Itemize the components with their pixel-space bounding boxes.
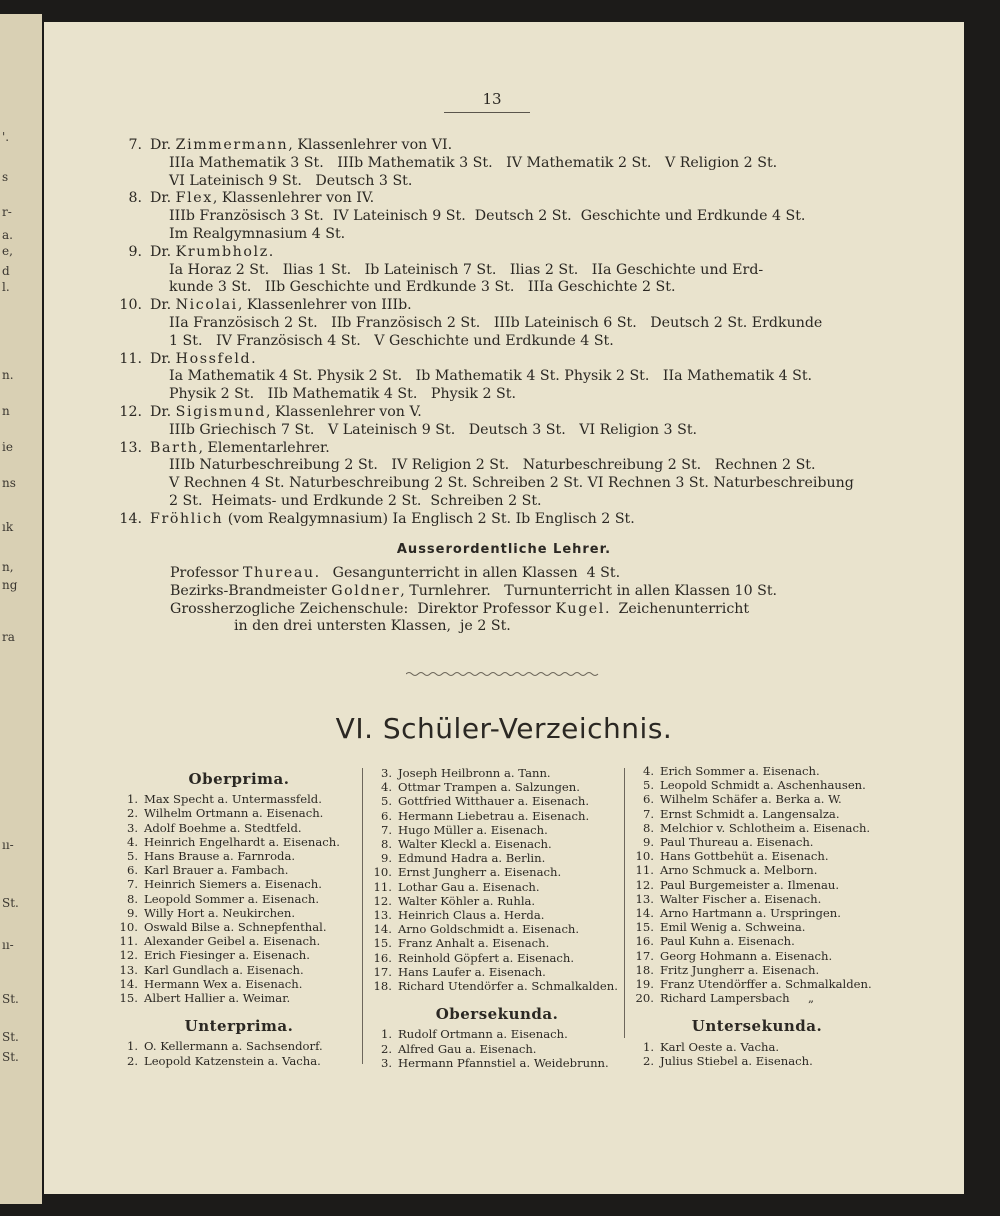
teacher-name: Flex bbox=[175, 190, 213, 207]
teacher-heading bbox=[102, 297, 882, 315]
student-name: Erich Fiesinger a. Eisenach. bbox=[144, 948, 310, 963]
student-name: Ernst Schmidt a. Langensalza. bbox=[660, 806, 840, 821]
teacher-heading bbox=[102, 440, 882, 458]
student-number: 10. bbox=[635, 849, 654, 864]
student-row bbox=[116, 1054, 362, 1068]
facing-page-fragment: ıı- bbox=[2, 938, 14, 952]
student-row bbox=[370, 823, 624, 837]
student-row bbox=[116, 849, 362, 863]
student-number: 12. bbox=[373, 893, 392, 908]
extra-teacher-line bbox=[170, 565, 777, 583]
facing-page-fragment: n bbox=[2, 404, 10, 418]
student-name: Heinrich Claus a. Herda. bbox=[398, 908, 545, 923]
student-name: Melchior v. Schlotheim a. Eisenach. bbox=[660, 820, 871, 835]
teacher-role: (vom Realgymnasium) Ia Englisch 2 St. Ib Englisch 2 St. bbox=[223, 510, 635, 527]
student-name: Paul Burgemeister a. Ilmenau. bbox=[660, 877, 840, 892]
teacher-title: Dr. bbox=[150, 297, 176, 314]
page-number-rule bbox=[444, 112, 530, 113]
teacher-list bbox=[102, 137, 882, 529]
student-name: Hugo Müller a. Eisenach. bbox=[398, 822, 548, 837]
student-row bbox=[116, 863, 362, 877]
student-name: Hans Laufer a. Eisenach. bbox=[398, 964, 546, 979]
student-row bbox=[370, 1027, 624, 1041]
student-name: Arno Goldschmidt a. Eisenach. bbox=[398, 922, 580, 937]
teacher-entry bbox=[102, 137, 882, 190]
teacher-title: Dr. bbox=[150, 350, 176, 367]
teacher-name-line bbox=[142, 511, 635, 529]
student-name: Leopold Schmidt a. Aschenhausen. bbox=[660, 778, 866, 793]
facing-page-fragment: ra bbox=[2, 630, 15, 644]
student-name: Gottfried Witthauer a. Eisenach. bbox=[398, 794, 590, 809]
student-name: Arno Hartmann a. Urspringen. bbox=[660, 906, 841, 921]
student-row bbox=[632, 906, 882, 920]
student-name: Edmund Hadra a. Berlin. bbox=[398, 851, 546, 866]
teacher-title: Dr. bbox=[150, 243, 176, 260]
student-row bbox=[632, 1040, 882, 1054]
student-row bbox=[116, 835, 362, 849]
student-number: 7. bbox=[380, 822, 392, 837]
student-row bbox=[370, 794, 624, 808]
student-row bbox=[370, 780, 624, 794]
student-number: 14. bbox=[373, 922, 392, 937]
teacher-entry bbox=[102, 404, 882, 440]
student-name: Ernst Jungherr a. Eisenach. bbox=[398, 865, 562, 880]
student-number: 13. bbox=[119, 962, 138, 977]
student-number: 4. bbox=[380, 780, 392, 795]
teacher-name: Hossfeld bbox=[175, 350, 252, 367]
facing-page-fragment: St. bbox=[2, 896, 19, 910]
teacher-entry bbox=[102, 190, 882, 243]
student-number: 11. bbox=[119, 934, 138, 949]
student-number: 6. bbox=[642, 792, 654, 807]
extra-text: Professor bbox=[170, 565, 243, 581]
teacher-title: Dr. bbox=[150, 403, 176, 420]
facing-page-fragment: ns bbox=[2, 476, 16, 490]
student-number: 8. bbox=[642, 820, 654, 835]
student-name: Emil Wenig a. Schweina. bbox=[660, 920, 806, 935]
student-name: Franz Anhalt a. Eisenach. bbox=[398, 936, 550, 951]
student-name: Wilhelm Schäfer a. Berka a. W. bbox=[660, 792, 842, 807]
teacher-entry bbox=[102, 297, 882, 350]
student-name: Hermann Pfannstiel a. Weidebrunn. bbox=[398, 1055, 609, 1070]
teacher-number: 7. bbox=[128, 137, 142, 153]
teacher-role: , Klassenlehrer von IIIb. bbox=[237, 297, 412, 314]
extra-teacher-name: Kugel bbox=[555, 600, 605, 617]
teacher-heading bbox=[102, 511, 882, 529]
student-row bbox=[632, 792, 882, 806]
student-number: 15. bbox=[373, 936, 392, 951]
extra-text: . Gesangunterricht in allen Klassen 4 St. bbox=[314, 565, 621, 581]
teacher-name-line bbox=[142, 137, 452, 155]
student-number: 6. bbox=[380, 808, 392, 823]
student-name: Karl Gundlach a. Eisenach. bbox=[144, 962, 304, 977]
facing-page-fragment: St. bbox=[2, 1050, 19, 1064]
student-name: Rudolf Ortmann a. Eisenach. bbox=[398, 1027, 568, 1042]
teacher-subjects: Ia Mathematik 4 St. Physik 2 St. Ib Mathematik 4 St. Physik 2 St. IIa Mathematik 4 St. bbox=[169, 368, 813, 385]
student-row bbox=[370, 908, 624, 922]
student-row bbox=[116, 906, 362, 920]
student-row bbox=[370, 979, 624, 993]
class-heading: Obersekunda. bbox=[435, 1005, 559, 1024]
student-column-2 bbox=[370, 766, 624, 1070]
student-row bbox=[632, 1054, 882, 1068]
teacher-title: Dr. bbox=[150, 190, 176, 207]
student-row bbox=[370, 936, 624, 950]
student-number: 7. bbox=[126, 877, 138, 892]
student-number: 6. bbox=[126, 863, 138, 878]
facing-page-fragment: ık bbox=[2, 520, 14, 534]
teacher-name-line bbox=[142, 440, 330, 458]
student-row bbox=[370, 965, 624, 979]
student-number: 11. bbox=[373, 879, 392, 894]
student-name: Walter Fischer a. Eisenach. bbox=[660, 891, 822, 906]
student-row bbox=[632, 920, 882, 934]
student-column-3 bbox=[632, 764, 882, 1068]
teacher-number: 11. bbox=[119, 350, 142, 367]
student-row bbox=[116, 821, 362, 835]
teacher-heading bbox=[102, 190, 882, 208]
student-row bbox=[632, 991, 882, 1005]
teacher-name-line bbox=[142, 190, 374, 208]
student-name: Alfred Gau a. Eisenach. bbox=[398, 1041, 537, 1056]
facing-page-fragment: '. bbox=[2, 130, 10, 144]
student-number: 13. bbox=[635, 891, 654, 906]
student-name: Lothar Gau a. Eisenach. bbox=[398, 879, 540, 894]
student-name: Erich Sommer a. Eisenach. bbox=[660, 764, 820, 778]
teacher-entry bbox=[102, 351, 882, 404]
document-page bbox=[44, 22, 964, 1194]
extra-teachers-heading: Ausserordentliche Lehrer. bbox=[396, 542, 612, 557]
student-row bbox=[632, 863, 882, 877]
student-number: 16. bbox=[635, 934, 654, 949]
extra-teacher-name: Thureau bbox=[242, 565, 315, 581]
column-divider bbox=[624, 768, 625, 1038]
page-number: 13 bbox=[482, 90, 502, 108]
student-row bbox=[370, 894, 624, 908]
student-number: 5. bbox=[380, 794, 392, 809]
student-name: Oswald Bilse a. Schnepfenthal. bbox=[144, 920, 327, 935]
teacher-number: 10. bbox=[119, 297, 142, 314]
teacher-name: Fröhlich bbox=[150, 510, 224, 527]
student-name: Hermann Liebetrau a. Eisenach. bbox=[398, 808, 590, 823]
section-title: VI. Schüler-Verzeichnis. bbox=[335, 712, 673, 745]
student-number: 5. bbox=[126, 849, 138, 864]
student-row bbox=[116, 877, 362, 891]
student-number: 2. bbox=[126, 806, 138, 821]
student-row bbox=[632, 835, 882, 849]
student-name: Wilhelm Ortmann a. Eisenach. bbox=[144, 806, 324, 821]
student-row bbox=[116, 977, 362, 991]
extra-teacher-line bbox=[170, 618, 777, 636]
teacher-name-line bbox=[142, 351, 256, 369]
teacher-subjects: V Rechnen 4 St. Naturbeschreibung 2 St. Schreiben 2 St. VI Rechnen 3 St. Naturbeschreibung bbox=[169, 475, 854, 492]
teacher-subjects: kunde 3 St. IIb Geschichte und Erdkunde 3 St. IIIa Geschichte 2 St. bbox=[169, 279, 676, 296]
student-row bbox=[632, 821, 882, 835]
student-name: Hans Brause a. Farnroda. bbox=[144, 849, 296, 864]
student-number: 10. bbox=[119, 920, 138, 935]
student-name: Julius Stiebel a. Eisenach. bbox=[660, 1053, 813, 1068]
student-name: Alexander Geibel a. Eisenach. bbox=[144, 934, 321, 949]
student-name: Albert Hallier a. Weimar. bbox=[144, 991, 291, 1006]
teacher-subjects: 2 St. Heimats- und Erdkunde 2 St. Schreiben 2 St. bbox=[169, 492, 542, 509]
student-name: Franz Utendörffer a. Schmalkalden. bbox=[660, 977, 872, 992]
student-number: 18. bbox=[373, 979, 392, 994]
student-number: 2. bbox=[642, 1053, 654, 1068]
student-row bbox=[370, 951, 624, 965]
student-number: 5. bbox=[642, 778, 654, 793]
student-name: Ottmar Trampen a. Salzungen. bbox=[398, 780, 580, 795]
teacher-subjects: VI Lateinisch 9 St. Deutsch 3 St. bbox=[169, 172, 413, 189]
teacher-role: . bbox=[268, 243, 274, 260]
extra-text: , Turnlehrer. Turnunterricht in allen Klassen 10 St. bbox=[400, 582, 778, 599]
student-list bbox=[370, 766, 624, 993]
student-row bbox=[116, 948, 362, 962]
teacher-name: Barth bbox=[150, 439, 199, 456]
student-list bbox=[116, 1039, 362, 1067]
facing-page-fragment: l. bbox=[2, 280, 10, 294]
student-number: 11. bbox=[635, 863, 654, 878]
extra-teacher-line bbox=[170, 601, 777, 619]
student-number: 2. bbox=[380, 1041, 392, 1056]
student-row bbox=[116, 963, 362, 977]
student-number: 9. bbox=[642, 835, 654, 850]
teacher-name-line bbox=[142, 297, 412, 315]
student-number: 3. bbox=[380, 766, 392, 780]
teacher-name: Zimmermann bbox=[175, 137, 289, 153]
class-heading: Oberprima. bbox=[188, 770, 290, 788]
teacher-heading bbox=[102, 244, 882, 262]
decorative-wave-divider bbox=[406, 670, 602, 678]
teacher-subjects: IIIb Naturbeschreibung 2 St. IV Religion 2 St. Naturbeschreibung 2 St. Rechnen 2 St. bbox=[169, 457, 816, 474]
teacher-number: 13. bbox=[119, 439, 142, 456]
student-number: 3. bbox=[380, 1055, 392, 1070]
teacher-name-line bbox=[142, 244, 273, 262]
student-number: 8. bbox=[380, 837, 392, 852]
teacher-name: Krumbholz bbox=[175, 243, 269, 260]
student-row bbox=[632, 778, 882, 792]
teacher-entry bbox=[102, 440, 882, 511]
teacher-entry bbox=[102, 244, 882, 297]
facing-page-fragment: ie bbox=[2, 440, 13, 454]
student-list bbox=[632, 1040, 882, 1068]
student-number: 18. bbox=[635, 962, 654, 977]
teacher-role: , Klassenlehrer von VI. bbox=[288, 137, 453, 153]
student-number: 4. bbox=[126, 834, 138, 849]
student-number: 10. bbox=[373, 865, 392, 880]
student-row bbox=[116, 991, 362, 1005]
facing-page-fragment: St. bbox=[2, 1030, 19, 1044]
column-divider bbox=[362, 768, 363, 1064]
student-list bbox=[116, 792, 362, 1005]
student-number: 1. bbox=[380, 1027, 392, 1042]
teacher-number: 14. bbox=[119, 510, 142, 527]
facing-page-fragment: s bbox=[2, 170, 9, 184]
teacher-title: Dr. bbox=[150, 137, 176, 153]
teacher-role: , Klassenlehrer von IV. bbox=[212, 190, 375, 207]
facing-page-fragment: a. bbox=[2, 228, 13, 242]
teacher-number: 9. bbox=[128, 243, 142, 260]
student-name: Walter Kleckl a. Eisenach. bbox=[398, 837, 552, 852]
student-name: Paul Thureau a. Eisenach. bbox=[660, 835, 814, 850]
student-list bbox=[632, 764, 882, 1005]
student-name: Karl Brauer a. Fambach. bbox=[144, 863, 289, 878]
teacher-number: 8. bbox=[128, 190, 142, 207]
student-number: 14. bbox=[635, 906, 654, 921]
student-name: Paul Kuhn a. Eisenach. bbox=[660, 934, 795, 949]
facing-page-fragment: d bbox=[2, 264, 10, 278]
teacher-subjects: IIIb Französisch 3 St. IV Lateinisch 9 St. Deutsch 2 St. Geschichte und Erdkunde 4 St. bbox=[169, 208, 806, 225]
student-name: Arno Schmuck a. Melborn. bbox=[660, 863, 818, 878]
student-row bbox=[116, 920, 362, 934]
student-row bbox=[370, 766, 624, 780]
teacher-name: Sigismund bbox=[175, 403, 266, 420]
student-number: 19. bbox=[635, 977, 654, 992]
student-row bbox=[370, 837, 624, 851]
extra-teachers-list bbox=[170, 565, 777, 636]
student-name: Heinrich Engelhardt a. Eisenach. bbox=[144, 834, 340, 849]
student-number: 7. bbox=[642, 806, 654, 821]
student-row bbox=[632, 878, 882, 892]
teacher-subjects: Im Realgymnasium 4 St. bbox=[169, 225, 346, 242]
student-number: 1. bbox=[126, 1039, 138, 1054]
facing-page-fragment: r- bbox=[2, 205, 12, 219]
student-row bbox=[370, 922, 624, 936]
student-name: Karl Oeste a. Vacha. bbox=[660, 1039, 780, 1054]
teacher-entry bbox=[102, 511, 882, 529]
facing-page-edge bbox=[0, 14, 42, 1204]
student-name: Leopold Sommer a. Eisenach. bbox=[144, 891, 320, 906]
teacher-subjects: IIIb Griechisch 7 St. V Lateinisch 9 St. Deutsch 3 St. VI Religion 3 St. bbox=[169, 421, 698, 438]
student-name: Richard Lampersbach „ bbox=[660, 991, 815, 1006]
student-name: Georg Hohmann a. Eisenach. bbox=[660, 948, 833, 963]
student-name: Fritz Jungherr a. Eisenach. bbox=[660, 962, 820, 977]
student-row bbox=[632, 963, 882, 977]
student-row bbox=[370, 1056, 624, 1070]
student-row bbox=[116, 792, 362, 806]
student-row bbox=[370, 865, 624, 879]
student-name: Richard Utendörfer a. Schmalkalden. bbox=[398, 979, 618, 994]
student-name: Max Specht a. Untermassfeld. bbox=[144, 792, 322, 807]
teacher-subjects: 1 St. IV Französisch 4 St. V Geschichte und Erdkunde 4 St. bbox=[169, 332, 614, 349]
student-row bbox=[116, 1039, 362, 1053]
student-number: 15. bbox=[635, 920, 654, 935]
student-row bbox=[632, 949, 882, 963]
student-name: Joseph Heilbronn a. Tann. bbox=[398, 766, 551, 780]
student-number: 17. bbox=[635, 948, 654, 963]
student-number: 1. bbox=[126, 792, 138, 807]
student-row bbox=[116, 806, 362, 820]
teacher-name: Nicolai bbox=[175, 297, 238, 314]
student-number: 1. bbox=[642, 1039, 654, 1054]
teacher-role: , Klassenlehrer von V. bbox=[266, 403, 422, 420]
student-row bbox=[116, 934, 362, 948]
extra-text: in den drei untersten Klassen, je 2 St. bbox=[234, 618, 511, 635]
extra-text: Grossherzogliche Zeichenschule: Direktor Professor bbox=[170, 600, 556, 617]
student-number: 2. bbox=[126, 1053, 138, 1068]
student-number: 15. bbox=[119, 991, 138, 1006]
teacher-role: , Elementarlehrer. bbox=[198, 439, 330, 456]
student-list bbox=[370, 1027, 624, 1070]
student-row bbox=[632, 764, 882, 778]
student-row bbox=[370, 1042, 624, 1056]
student-row bbox=[632, 849, 882, 863]
student-row bbox=[370, 880, 624, 894]
extra-teacher-line bbox=[170, 583, 777, 601]
student-name: Willy Hort a. Neukirchen. bbox=[144, 905, 296, 920]
teacher-heading bbox=[102, 137, 882, 155]
student-name: Hans Gottbehüt a. Eisenach. bbox=[660, 849, 829, 864]
class-heading: Unterprima. bbox=[184, 1017, 294, 1036]
facing-page-fragment: St. bbox=[2, 992, 19, 1006]
student-name: Reinhold Göpfert a. Eisenach. bbox=[398, 950, 575, 965]
student-number: 14. bbox=[119, 976, 138, 991]
student-number: 16. bbox=[373, 950, 392, 965]
student-number: 12. bbox=[119, 948, 138, 963]
teacher-heading bbox=[102, 404, 882, 422]
facing-page-fragment: e, bbox=[2, 244, 13, 258]
teacher-subjects: Ia Horaz 2 St. Ilias 1 St. Ib Lateinisch 7 St. Ilias 2 St. IIa Geschichte und Erd- bbox=[169, 261, 764, 278]
student-row bbox=[116, 892, 362, 906]
extra-text: . Zeichenunterricht bbox=[604, 600, 750, 617]
student-number: 9. bbox=[380, 851, 392, 866]
teacher-subjects: IIa Französisch 2 St. IIb Französisch 2 St. IIIb Lateinisch 6 St. Deutsch 2 St. Erdkunde bbox=[169, 314, 823, 331]
student-column-1 bbox=[116, 768, 362, 1068]
teacher-number: 12. bbox=[119, 403, 142, 420]
facing-page-fragment: ng bbox=[2, 578, 18, 592]
student-number: 13. bbox=[373, 908, 392, 923]
student-name: Hermann Wex a. Eisenach. bbox=[144, 976, 303, 991]
facing-page-fragment: n, bbox=[2, 560, 14, 574]
teacher-name-line bbox=[142, 404, 422, 422]
student-number: 3. bbox=[126, 820, 138, 835]
student-number: 12. bbox=[635, 877, 654, 892]
student-number: 17. bbox=[373, 964, 392, 979]
student-name: Heinrich Siemers a. Eisenach. bbox=[144, 877, 322, 892]
teacher-role: . bbox=[251, 350, 256, 367]
student-row bbox=[370, 809, 624, 823]
student-row bbox=[370, 851, 624, 865]
teacher-subjects: Physik 2 St. IIb Mathematik 4 St. Physik 2 St. bbox=[169, 386, 516, 403]
student-name: O. Kellermann a. Sachsendorf. bbox=[144, 1039, 323, 1054]
student-row bbox=[632, 807, 882, 821]
student-name: Walter Köhler a. Ruhla. bbox=[398, 893, 536, 908]
extra-teacher-name: Goldner bbox=[331, 582, 401, 599]
student-row bbox=[632, 977, 882, 991]
student-row bbox=[632, 934, 882, 948]
student-name: Adolf Boehme a. Stedtfeld. bbox=[144, 820, 302, 835]
class-heading: Untersekunda. bbox=[691, 1017, 823, 1036]
student-name: Leopold Katzenstein a. Vacha. bbox=[144, 1053, 321, 1068]
teacher-heading bbox=[102, 351, 882, 369]
student-number: 9. bbox=[126, 905, 138, 920]
teacher-subjects: IIIa Mathematik 3 St. IIIb Mathematik 3 St. IV Mathematik 2 St. V Religion 2 St. bbox=[169, 154, 778, 171]
student-row bbox=[632, 892, 882, 906]
extra-text: Bezirks-Brandmeister bbox=[170, 582, 332, 599]
facing-page-fragment: n. bbox=[2, 368, 14, 382]
facing-page-fragment: ıı- bbox=[2, 838, 14, 852]
student-number: 20. bbox=[635, 991, 654, 1006]
student-number: 8. bbox=[126, 891, 138, 906]
student-number: 4. bbox=[642, 764, 654, 778]
